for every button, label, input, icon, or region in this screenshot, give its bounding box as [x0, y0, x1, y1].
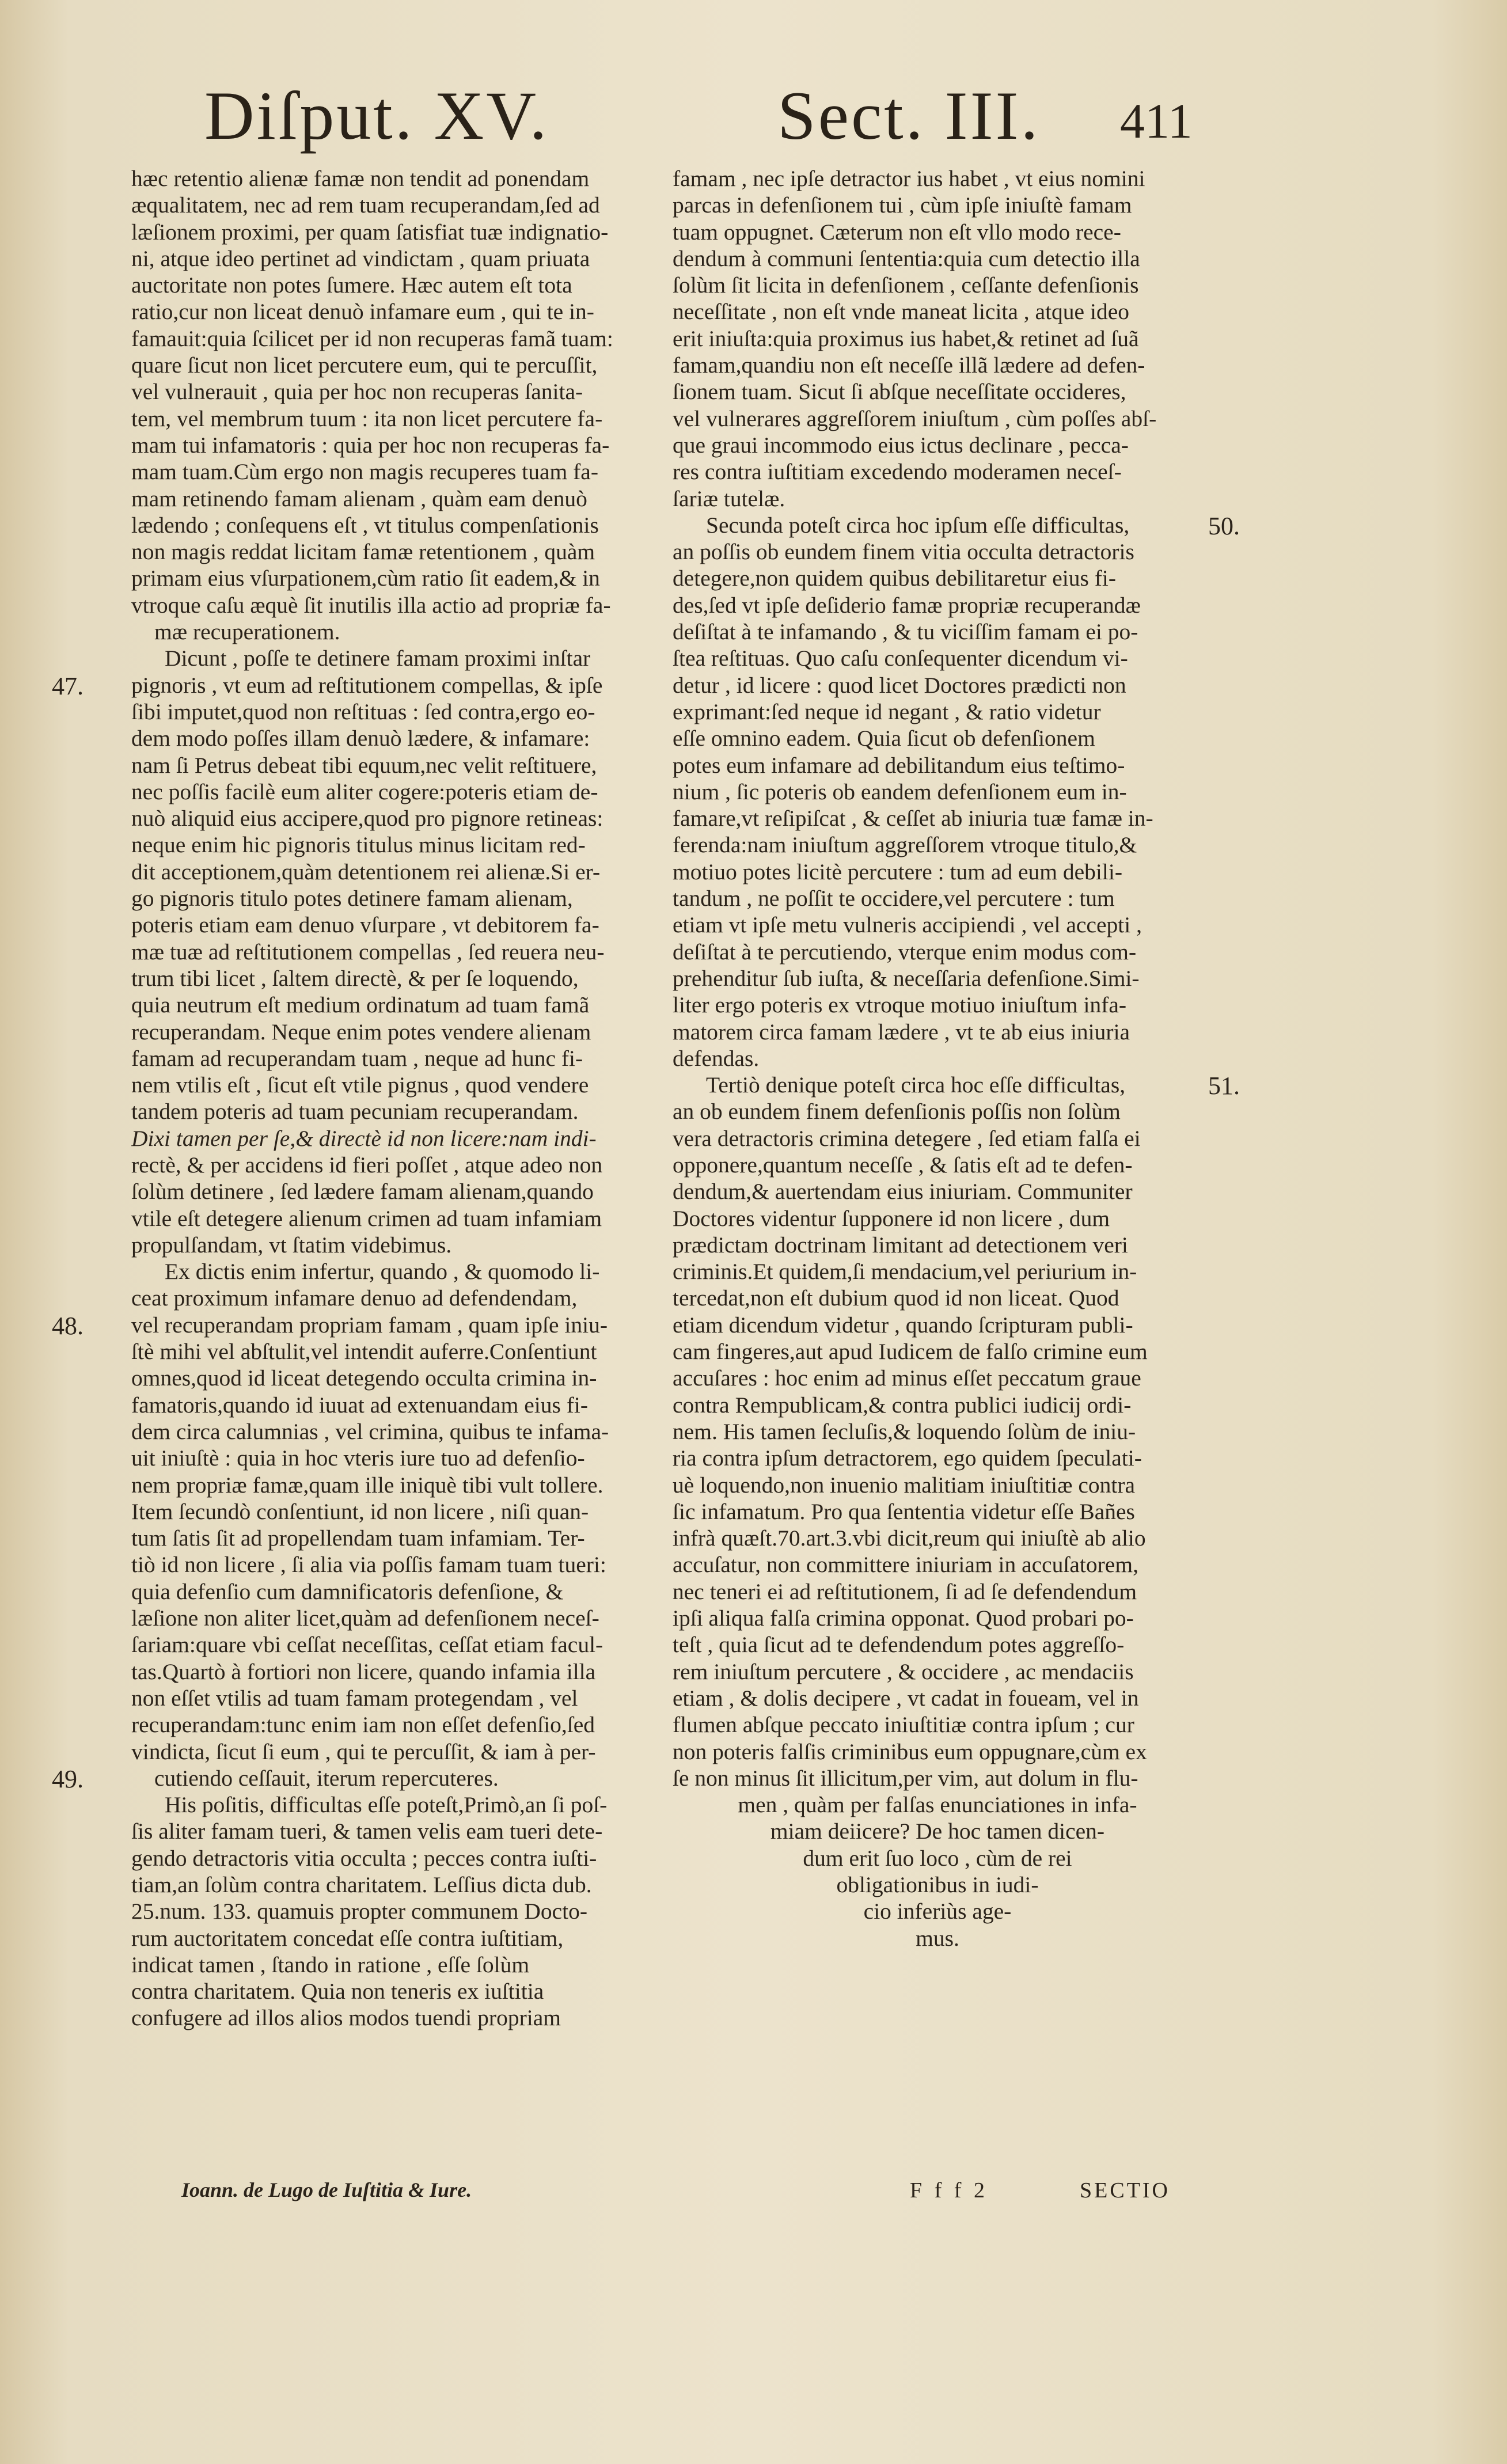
- text-line: miam deiicere? De hoc tamen dicen-: [770, 1818, 1105, 1844]
- text-line: vel vulnerauit , quia per hoc non recuperas ſanita-: [131, 379, 583, 405]
- text-line: res contra iuſtitiam excedendo moderamen neceſ-: [673, 459, 1122, 485]
- text-line: quia neutrum eſt medium ordinatum ad tuam famã: [131, 992, 590, 1018]
- text-line: nec teneri ei ad reſtitutionem, ſi ad ſe defendendum: [673, 1578, 1137, 1604]
- text-line: non poteris falſis criminibus eum oppugnare,cùm ex: [673, 1738, 1147, 1764]
- text-line: parcas in defenſionem tui , cùm ipſe iniuſtè famam: [673, 192, 1132, 218]
- text-line: go pignoris titulo potes detinere famam alienam,: [131, 886, 573, 912]
- text-line: mam retinendo famam alienam , quàm eam denuò: [131, 485, 587, 511]
- text-line: nec poſſis facilè eum aliter cogere:poteris etiam de-: [131, 779, 598, 804]
- text-line: hæc retentio alienæ famæ non tendit ad ponendam: [131, 166, 590, 191]
- text-line: potes eum infamare ad debilitandum eius teſtimo-: [673, 752, 1125, 778]
- text-line: deſiſtat à te infamando , & tu viciſſim famam ei po-: [673, 619, 1138, 645]
- text-line: cutiendo ceſſauit, iterum repercuteres.: [154, 1765, 499, 1791]
- text-line: dem modo poſſes illam denuò lædere, & infamare:: [131, 726, 590, 751]
- text-line: eſſe omnino eadem. Quia ſicut ob defenſionem: [673, 726, 1095, 751]
- text-line: omnes,quod id liceat detegendo occulta crimina in-: [131, 1365, 597, 1391]
- text-line: uit iniuſtè : quia in hoc vteris iure tuo ad defenſio-: [131, 1445, 585, 1471]
- text-line: criminis.Et quidem,ſi mendacium,vel periurium in-: [673, 1259, 1137, 1285]
- section-number-51: 51.: [1208, 1072, 1240, 1100]
- text-line: famatoris,quando id iuuat ad extenuandam eius fi-: [131, 1392, 589, 1418]
- text-line: an ob eundem finem defenſionis poſſis non ſolùm: [673, 1099, 1121, 1125]
- text-line: primam eius vſurpationem,cùm ratio ſit eadem,& in: [131, 565, 600, 591]
- text-line: vel vulnerares aggreſſorem iniuſtum , cùm poſſes abſ-: [673, 405, 1157, 431]
- text-line: etiam vt ipſe metu vulneris accipiendi , vel accepti ,: [673, 912, 1142, 938]
- text-line: vera detractoris crimina detegere , ſed etiam falſa ei: [673, 1125, 1141, 1151]
- text-line: læſionem proximi, per quam ſatisfiat tuæ indignatio-: [131, 219, 609, 245]
- text-line: nem. His tamen ſecluſis,& loquendo ſolùm de iniu-: [673, 1418, 1136, 1444]
- text-line: æqualitatem, nec ad rem tuam recuperandam,ſed ad: [131, 192, 600, 218]
- text-line: quare ſicut non licet percutere eum, qui te percuſſit,: [131, 352, 598, 378]
- text-line: Ex dictis enim infertur, quando , & quomodo li-: [165, 1259, 600, 1285]
- text-line: tiam,an ſolùm contra charitatem. Leſſius dicta dub.: [131, 1872, 592, 1897]
- text-line: nem vtilis eſt , ſicut eſt vtile pignus , quod vendere: [131, 1072, 589, 1098]
- text-line: rem iniuſtum percutere , & occidere , ac mendaciis: [673, 1658, 1134, 1684]
- section-number-47: 47.: [52, 672, 83, 700]
- text-line: ſis aliter famam tueri, & tamen velis eam tueri dete-: [131, 1818, 603, 1844]
- text-line: auctoritate non potes ſumere. Hæc autem eſt tota: [131, 272, 572, 298]
- text-line: ſionem tuam. Sicut ſi abſque neceſſitate occideres,: [673, 379, 1126, 405]
- text-line: accuſatur, non committere iniuriam in accuſatorem,: [673, 1552, 1138, 1578]
- text-line: lædendo ; conſequens eſt , vt titulus compenſationis: [131, 512, 599, 538]
- text-line: ſe non minus ſit illicitum,per vim, aut dolum in flu-: [673, 1765, 1138, 1791]
- text-line: liter ergo poteris ex vtroque motiuo iniuſtum infa-: [673, 992, 1127, 1018]
- text-line: opponere,quantum neceſſe , & ſatis eſt ad te defen-: [673, 1152, 1133, 1178]
- text-line: ſariæ tutelæ.: [673, 485, 785, 511]
- text-line: vtile eſt detegere alienum crimen ad tuam infamiam: [131, 1205, 602, 1231]
- text-line: vindicta, ſicut ſi eum , qui te percuſſit, & iam à per-: [131, 1738, 596, 1764]
- running-head-left: Diſput. XV.: [204, 77, 549, 154]
- text-line: etiam dicendum videtur , quando ſcripturam publi-: [673, 1312, 1133, 1338]
- text-line: prehenditur ſub iuſta, & neceſſaria defenſione.Simi-: [673, 965, 1140, 991]
- text-line: exprimant:ſed neque id negant , & ratio videtur: [673, 698, 1101, 724]
- text-line: defendas.: [673, 1045, 760, 1071]
- text-line: tercedat,non eſt dubium quod id non liceat. Quod: [673, 1285, 1119, 1311]
- text-line: mæ tuæ ad reſtitutionem compellas , ſed reuera neu-: [131, 939, 605, 965]
- running-head-right: Sect. III.: [777, 77, 1041, 154]
- text-line: quia defenſio cum damnificatoris defenſione, &: [131, 1578, 564, 1604]
- section-number-48: 48.: [52, 1312, 83, 1340]
- text-line: Item ſecundò conſentiunt, id non licere , niſi quan-: [131, 1498, 589, 1524]
- text-line: tum ſatis ſit ad propellendam tuam infamiam. Ter-: [131, 1525, 585, 1551]
- text-line: dit acceptionem,quàm detentionem rei alienæ.Si er-: [131, 859, 601, 884]
- text-line: famare,vt reſipiſcat , & ceſſet ab iniuria tuæ famæ in-: [673, 806, 1153, 832]
- text-line: uè loquendo,non inuenio malitiam iniuſtitiæ contra: [673, 1472, 1136, 1498]
- signature-mark: F f f 2: [910, 2178, 988, 2203]
- text-line: tiò id non licere , ſi alia via poſſis famam tuam tueri:: [131, 1552, 606, 1578]
- text-line: trum tibi licet , ſaltem directè, & per ſe loquendo,: [131, 965, 579, 991]
- text-line: poteris etiam eam denuo vſurpare , vt debitorem fa-: [131, 912, 599, 938]
- text-line: læſione non aliter licet,quàm ad defenſionem neceſ-: [131, 1605, 599, 1631]
- text-line: dum erit ſuo loco , cùm de rei: [803, 1845, 1072, 1871]
- text-line: que graui incommodo eius ictus declinare , pecca-: [673, 432, 1129, 458]
- section-number-50: 50.: [1208, 512, 1240, 540]
- text-line: prædictam doctrinam limitant ad detectionem veri: [673, 1232, 1128, 1258]
- text-line: nam ſi Petrus debeat tibi equum,nec velit reſtituere,: [131, 752, 597, 778]
- text-line: flumen abſque peccato iniuſtitiæ contra ipſum ; cur: [673, 1712, 1134, 1738]
- text-line: contra charitatem. Quia non teneris ex iuſtitia: [131, 1979, 544, 2004]
- text-line: recuperandam. Neque enim potes vendere alienam: [131, 1019, 591, 1045]
- text-line: accuſares : hoc enim ad minus eſſet peccatum graue: [673, 1365, 1141, 1391]
- text-line: tuam oppugnet. Cæterum non eſt vllo modo rece-: [673, 219, 1121, 245]
- text-line: tem, vel membrum tuum : ita non licet percutere fa-: [131, 405, 603, 431]
- text-line: ceat proximum infamare denuo ad defendendam,: [131, 1285, 578, 1311]
- text-line: ratio,cur non liceat denuò infamare eum , qui te in-: [131, 299, 594, 325]
- text-line: Secunda poteſt circa hoc ipſum eſſe difficultas,: [706, 512, 1130, 538]
- text-line: mam tui infamatoris : quia per hoc non recuperas fa-: [131, 432, 610, 458]
- text-line: mæ recuperationem.: [154, 619, 340, 645]
- text-line: ſtea reſtituas. Quo caſu conſequenter dicendum vi-: [673, 646, 1128, 671]
- text-line: motiuo potes licitè percutere : tum ad eum debili-: [673, 859, 1122, 884]
- text-line: rum auctoritatem concedat eſſe contra iuſtitiam,: [131, 1925, 564, 1951]
- text-line: famam,quandiu non eſt neceſſe illã lædere ad defen-: [673, 352, 1145, 378]
- text-line: indicat tamen , ſtando in ratione , eſſe ſolùm: [131, 1952, 530, 1977]
- text-line: neceſſitate , non eſt vnde maneat licita , atque ideo: [673, 299, 1129, 325]
- text-line: tandem poteris ad tuam pecuniam recuperandam.: [131, 1099, 579, 1125]
- text-line: ni, atque ideo pertinet ad vindictam , quam priuata: [131, 245, 590, 271]
- text-line: mus.: [916, 1925, 959, 1951]
- text-line: ipſi aliqua falſa crimina opponat. Quod probari po-: [673, 1605, 1134, 1631]
- text-line: vel recuperandam propriam famam , quam ipſe iniu-: [131, 1312, 608, 1338]
- text-line: erit iniuſta:quia proximus ius habet,& retinet ad ſuã: [673, 325, 1139, 351]
- text-line: Dixi tamen per ſe,& directè id non licere:nam indi-: [131, 1125, 597, 1151]
- text-line: famam ad recuperandam tuam , neque ad hunc fi-: [131, 1045, 583, 1071]
- catchword: SECTIO: [1080, 2178, 1170, 2203]
- text-line: detegere,non quidem quibus debilitaretur eius fi-: [673, 565, 1117, 591]
- text-line: cio inferiùs age-: [863, 1899, 1012, 1924]
- text-line: nium , ſic poteris ob eandem defenſionem eum in-: [673, 779, 1127, 804]
- text-line: ſolùm ſit licita in defenſionem , ceſſante defenſionis: [673, 272, 1139, 298]
- text-line: neque enim hic pignoris titulus minus licitam red-: [131, 832, 586, 858]
- text-line: mam tuam.Cùm ergo non magis recuperes tuam fa-: [131, 459, 598, 485]
- text-line: rectè, & per accidens id fieri poſſet , atque adeo non: [131, 1152, 603, 1178]
- text-line: ria contra ipſum detractorem, ego quidem ſpeculati-: [673, 1445, 1142, 1471]
- text-line: dendum à communi ſententia:quia cum detectio illa: [673, 245, 1140, 271]
- text-line: tandum , ne poſſit te occidere,vel percutere : tum: [673, 886, 1115, 912]
- text-line: deſiſtat à te percutiendo, vterque enim modus com-: [673, 939, 1137, 965]
- text-line: vtroque caſu æquè ſit inutilis illa actio ad propriæ fa-: [131, 592, 611, 618]
- text-line: nem propriæ famæ,quam ille iniquè tibi vult tollere.: [131, 1472, 603, 1498]
- text-line: cam fingeres,aut apud Iudicem de falſo crimine eum: [673, 1339, 1148, 1365]
- text-line: men , quàm per falſas enunciationes in infa-: [738, 1792, 1137, 1818]
- text-line: ſolùm detinere , ſed lædere famam alienam,quando: [131, 1179, 594, 1205]
- text-line: dem circa calumnias , vel crimina, quibus te infama-: [131, 1418, 609, 1444]
- text-line: nuò aliquid eius accipere,quod pro pignore retineas:: [131, 806, 603, 832]
- text-line: obligationibus in iudi-: [836, 1872, 1039, 1897]
- text-line: dendum,& auertendam eius iniuriam. Communiter: [673, 1179, 1133, 1205]
- text-line: detur , id licere : quod licet Doctores prædicti non: [673, 672, 1126, 698]
- text-line: non magis reddat licitam famæ retentionem , quàm: [131, 539, 595, 565]
- text-line: pignoris , vt eum ad reſtitutionem compellas, & ipſe: [131, 672, 603, 698]
- page-number: 411: [1120, 93, 1193, 149]
- section-number-49: 49.: [52, 1765, 83, 1793]
- text-line: ſic infamatum. Pro qua ſententia videtur eſſe Bañes: [673, 1498, 1135, 1524]
- text-line: gendo detractoris vitia occulta ; pecces contra iuſti-: [131, 1845, 597, 1871]
- text-line: ſariam:quare vbi ceſſat neceſſitas, ceſſat etiam facul-: [131, 1632, 603, 1658]
- right-column: [673, 165, 1202, 1952]
- text-line: des,ſed vt ipſe deſiderio famæ propriæ recuperandæ: [673, 592, 1141, 618]
- text-line: ſtè mihi vel abſtulit,vel intendit auferre.Conſentiunt: [131, 1339, 597, 1365]
- text-line: etiam , & dolis decipere , vt cadat in foueam, vel in: [673, 1685, 1139, 1711]
- text-line: matorem circa famam lædere , vt te ab eius iniuria: [673, 1019, 1130, 1045]
- text-line: non eſſet vtilis ad tuam famam protegendam , vel: [131, 1685, 578, 1711]
- text-line: propulſandam, vt ſtatim videbimus.: [131, 1232, 452, 1258]
- text-line: infrà quæſt.70.art.3.vbi dicit,reum qui iniuſtè ab alio: [673, 1525, 1146, 1551]
- text-line: famauit:quia ſcilicet per id non recuperas famã tuam:: [131, 325, 613, 351]
- text-line: Tertiò denique poteſt circa hoc eſſe difficultas,: [706, 1072, 1126, 1098]
- text-line: contra Rempublicam,& contra publici iudicij ordi-: [673, 1392, 1132, 1418]
- text-line: His poſitis, difficultas eſſe poteſt,Primò,an ſi poſ-: [165, 1792, 608, 1818]
- footer-author: Ioann. de Lugo de Iuſtitia & Iure.: [181, 2178, 472, 2201]
- text-line: teſt , quia ſicut ad te defendendum potes aggreſſo-: [673, 1632, 1125, 1658]
- text-line: tas.Quartò à fortiori non licere, quando infamia illa: [131, 1658, 596, 1684]
- left-column: [131, 165, 631, 2032]
- text-line: recuperandam:tunc enim iam non eſſet defenſio,ſed: [131, 1712, 595, 1738]
- text-line: Doctores videntur ſupponere id non licere , dum: [673, 1205, 1110, 1231]
- text-line: Dicunt , poſſe te detinere famam proximi inſtar: [165, 646, 591, 671]
- text-line: confugere ad illos alios modos tuendi propriam: [131, 2005, 561, 2031]
- text-line: 25.num. 133. quamuis propter communem Docto-: [131, 1899, 588, 1924]
- text-line: an poſſis ob eundem finem vitia occulta detractoris: [673, 539, 1134, 565]
- text-line: ferenda:nam iniuſtum aggreſſorem vtroque titulo,&: [673, 832, 1137, 858]
- text-line: ſibi imputet,quod non reſtituas : ſed contra,ergo eo-: [131, 698, 595, 724]
- text-line: famam , nec ipſe detractor ius habet , vt eius nomini: [673, 166, 1145, 191]
